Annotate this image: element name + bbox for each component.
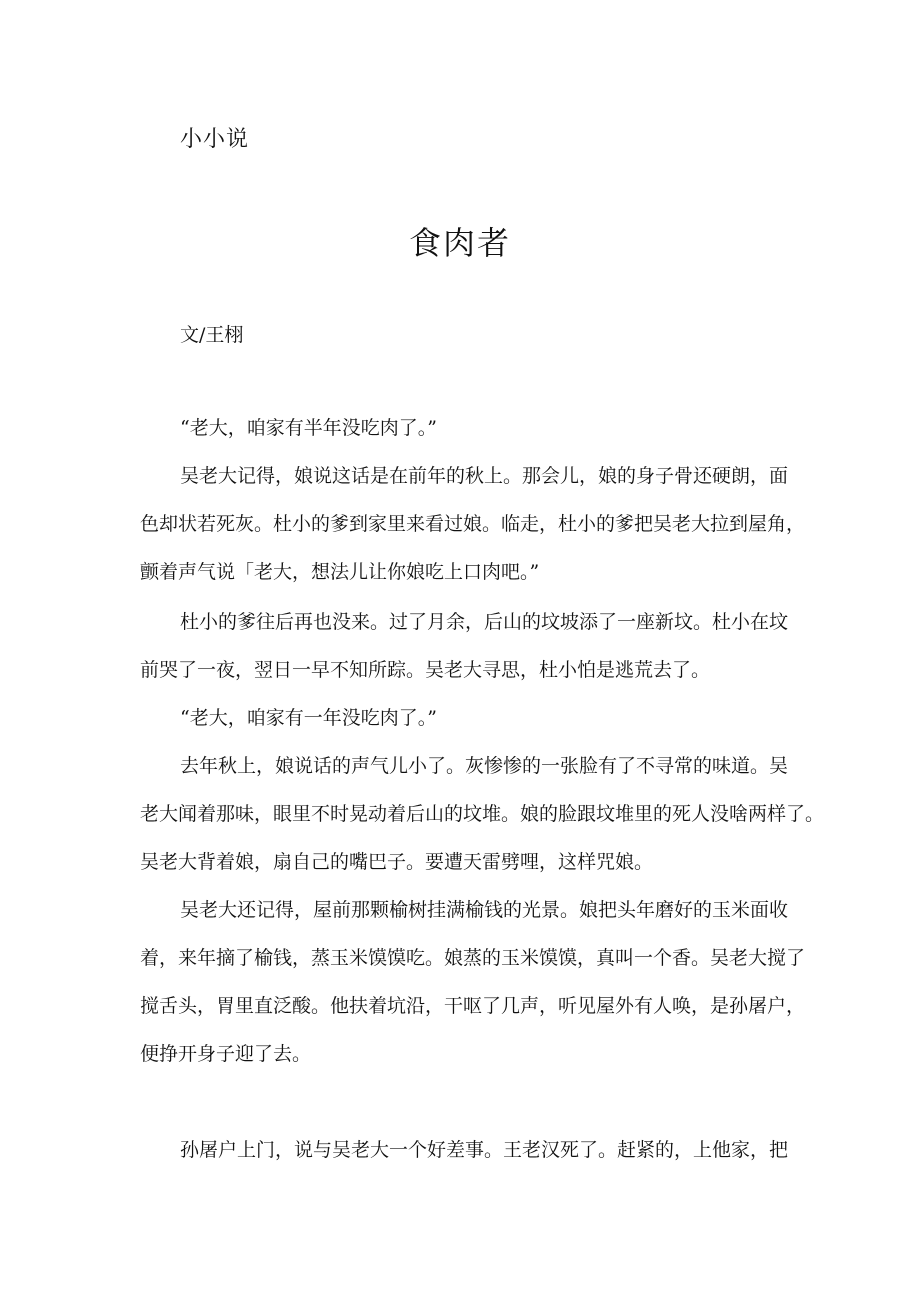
text-line: “老大，咱家有半年没吃肉了。” — [180, 417, 437, 439]
paragraph — [140, 742, 825, 886]
paragraph — [140, 694, 800, 742]
text-line: “老大，咱家有一年没吃肉了。” — [180, 707, 437, 729]
text-line: 吴老大背着娘，扇自己的嘴巴子。要遭天雷劈哩，这样咒娘。 — [140, 851, 654, 873]
text-line: 搅舌头，胃里直泛酸。他扶着坑沿，干呕了几声，听见屋外有人唤，是孙屠户， — [140, 995, 806, 1017]
text-line: 吴老大记得，娘说这话是在前年的秋上。那会儿，娘的身子骨还硬朗，面 — [180, 465, 789, 487]
story-title: 食肉者 — [408, 224, 511, 262]
text-line: 颤着声气说「老大，想法儿让你娘吃上口肉吧。” — [140, 561, 540, 583]
text-line: 去年秋上，娘说话的声气儿小了。灰惨惨的一张脸有了不寻常的味道。吴 — [180, 755, 789, 777]
text-line: 色却状若死灰。杜小的爹到家里来看过娘。临走，杜小的爹把吴老大拉到屋角， — [140, 513, 806, 535]
text-line: 杜小的爹往后再也没来。过了月余，后山的坟坡添了一座新坟。杜小在坟 — [180, 611, 789, 633]
paragraph — [140, 1126, 800, 1174]
paragraph — [140, 452, 806, 596]
text-line: 孙屠户上门，说与吴老大一个好差事。王老汉死了。赶紧的，上他家，把 — [180, 1139, 789, 1161]
paragraph — [140, 404, 800, 452]
text-line: 前哭了一夜，翌日一早不知所踪。吴老大寻思，杜小怕是逃荒去了。 — [140, 659, 711, 681]
paragraph — [140, 886, 806, 1078]
text-line: 吴老大还记得，屋前那颗榆树挂满榆钱的光景。娘把头年磨好的玉米面收 — [180, 899, 789, 921]
paragraph — [140, 598, 800, 694]
category-label: 小小说 — [180, 127, 250, 152]
text-line: 老大闻着那味，眼里不时晃动着后山的坟堆。娘的脸跟坟堆里的死人没啥两样了。 — [140, 803, 825, 825]
text-line: 便挣开身子迎了去。 — [140, 1043, 312, 1065]
text-line: 着，来年摘了榆钱，蒸玉米馍馍吃。娘蒸的玉米馍馍，真叫一个香。吴老大搅了 — [140, 947, 806, 969]
author-line: 文/王栩 — [180, 324, 244, 346]
